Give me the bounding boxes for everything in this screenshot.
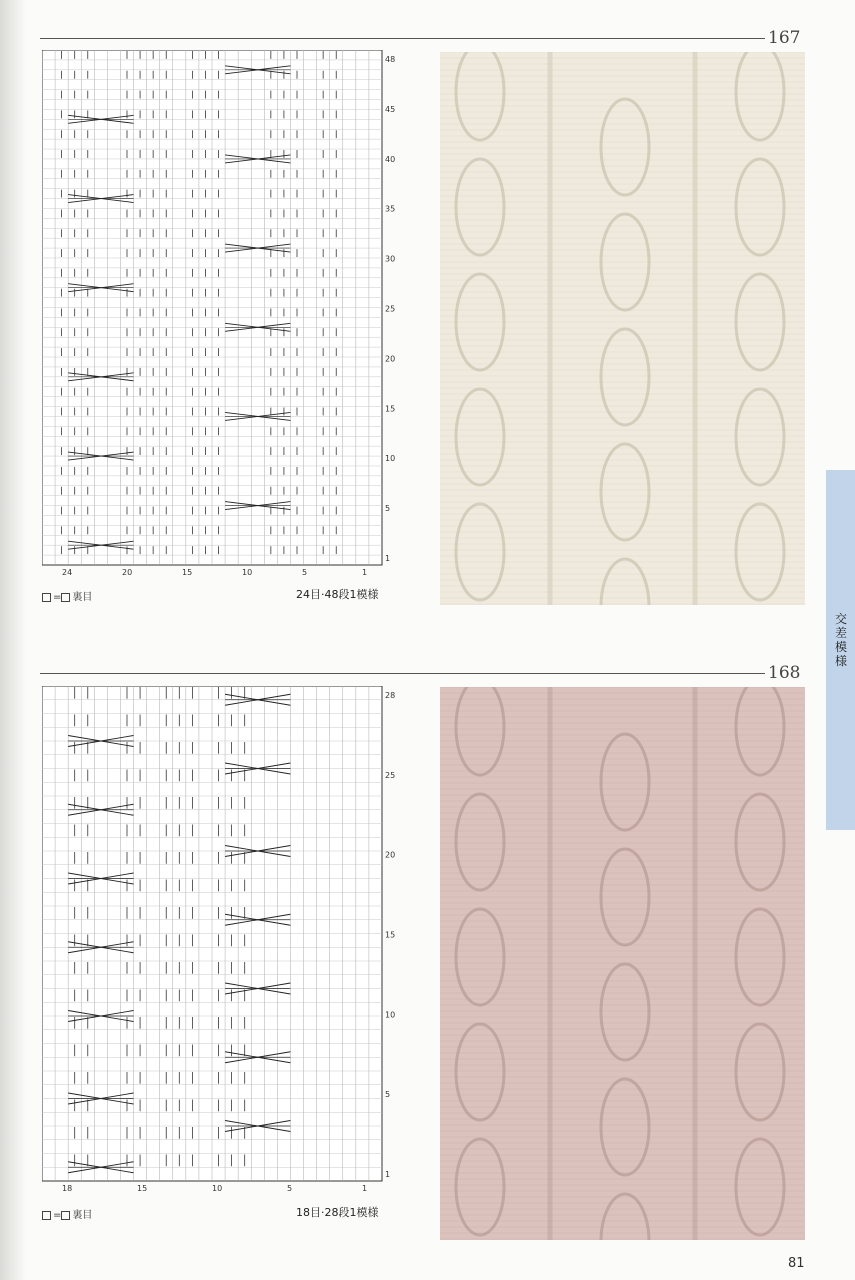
header-rule-168 bbox=[40, 673, 765, 674]
row-label: 20 bbox=[385, 850, 396, 860]
legend-167 bbox=[42, 588, 92, 603]
repeat-info-167: 24目·48段1模様 bbox=[296, 588, 379, 601]
page-folio: 81 bbox=[788, 1256, 805, 1271]
purl-square-icon bbox=[61, 593, 70, 602]
row-label: 40 bbox=[385, 154, 396, 164]
row-label: 25 bbox=[385, 304, 396, 314]
pattern-number-168: 168 bbox=[768, 663, 801, 683]
col-label: 1 bbox=[362, 568, 368, 577]
legend-label: 裏目 bbox=[72, 1210, 93, 1221]
blank-square-icon bbox=[42, 1211, 51, 1220]
row-label: 10 bbox=[385, 454, 396, 464]
col-label: 5 bbox=[302, 568, 308, 577]
row-label: 10 bbox=[385, 1010, 396, 1020]
row-label: 15 bbox=[385, 930, 396, 940]
col-label: 10 bbox=[242, 568, 253, 577]
row-label: 45 bbox=[385, 104, 396, 114]
col-label: 1 bbox=[362, 1184, 368, 1193]
row-label: 48 bbox=[385, 55, 396, 64]
pattern-number-167: 167 bbox=[768, 28, 801, 48]
section-tab-label: 交差模様 bbox=[834, 612, 847, 668]
col-label: 18 bbox=[62, 1184, 73, 1193]
knit-swatch-photo-167 bbox=[440, 52, 805, 605]
col-label: 24 bbox=[62, 568, 73, 577]
col-label: 20 bbox=[122, 568, 133, 577]
repeat-info-168: 18目·28段1模様 bbox=[296, 1206, 379, 1219]
row-label: 25 bbox=[385, 770, 396, 780]
row-label: 15 bbox=[385, 404, 396, 414]
legend-equals: = bbox=[53, 1210, 62, 1221]
legend-equals: = bbox=[53, 592, 62, 603]
header-rule-167 bbox=[40, 38, 765, 39]
col-label: 15 bbox=[137, 1184, 148, 1193]
legend-168 bbox=[42, 1206, 92, 1221]
col-label: 15 bbox=[182, 568, 193, 577]
book-spine-shadow bbox=[0, 0, 26, 1280]
row-label: 35 bbox=[385, 204, 396, 214]
legend-label: 裏目 bbox=[72, 592, 93, 603]
row-label: 5 bbox=[385, 1090, 391, 1100]
row-label: 30 bbox=[385, 254, 396, 264]
blank-square-icon bbox=[42, 593, 51, 602]
knit-swatch-photo-168 bbox=[440, 687, 805, 1240]
row-label: 20 bbox=[385, 354, 396, 364]
row-label: 1 bbox=[385, 1170, 391, 1179]
col-label: 5 bbox=[287, 1184, 293, 1193]
col-label: 10 bbox=[212, 1184, 223, 1193]
stitch-chart-167 bbox=[42, 50, 402, 580]
purl-square-icon bbox=[61, 1211, 70, 1220]
row-label: 1 bbox=[385, 554, 391, 563]
row-label: 5 bbox=[385, 504, 391, 514]
stitch-chart-168 bbox=[42, 686, 402, 1196]
row-label: 28 bbox=[385, 691, 396, 700]
